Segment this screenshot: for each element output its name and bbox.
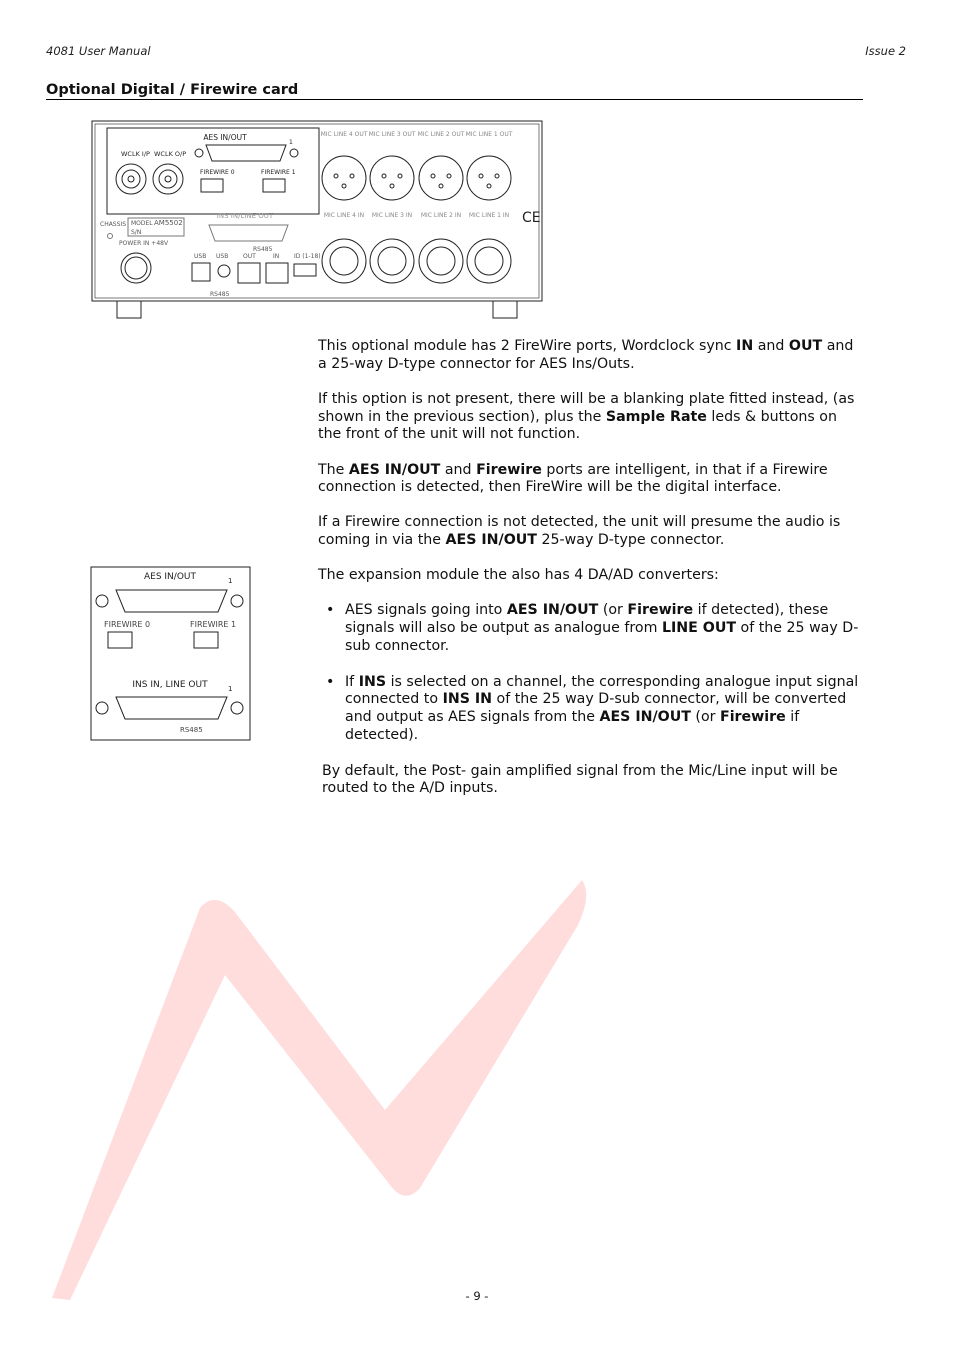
svg-text:MIC LINE 3 IN: MIC LINE 3 IN: [371, 212, 413, 219]
list-item: • AES signals going into AES IN/OUT (or Firewire if detected), these signals will also be output as analogue from LINE OUT of the 25 way D-sub connector.: [345, 602, 863, 655]
svg-text:S/N: S/N: [131, 229, 142, 236]
svg-text:FIREWIRE 0: FIREWIRE 0: [104, 620, 151, 629]
svg-text:OUT: OUT: [243, 253, 256, 260]
svg-text:FIREWIRE 0: FIREWIRE 0: [200, 169, 235, 176]
svg-text:USB: USB: [194, 253, 207, 260]
paragraph-3: The AES IN/OUT and Firewire ports are intelligent, in that if a Firewire connection is detected, then FireWire will be the digital interface.: [318, 461, 828, 496]
converter-list: [318, 602, 863, 744]
svg-text:1: 1: [289, 139, 293, 146]
svg-text:FIREWIRE 1: FIREWIRE 1: [190, 620, 237, 629]
header-doc-title: 4081 User Manual: [46, 44, 151, 58]
paragraph-5: The expansion module the also has 4 DA/AD converters:: [318, 567, 719, 584]
svg-text:1: 1: [228, 685, 233, 693]
svg-text:CHASSIS: CHASSIS: [100, 221, 127, 228]
section-title: Optional Digital / Firewire card: [46, 82, 863, 100]
svg-text:MIC LINE 1 OUT: MIC LINE 1 OUT: [465, 131, 513, 138]
svg-text:MIC LINE 2 OUT: MIC LINE 2 OUT: [417, 131, 465, 138]
svg-text:AM5502: AM5502: [154, 219, 183, 227]
paragraph-1: This optional module has 2 FireWire ports, Wordclock sync IN and OUT and a 25-way D-type connector for AES Ins/Outs.: [318, 338, 854, 372]
svg-text:RS485: RS485: [180, 726, 203, 734]
paragraph-4: If a Firewire connection is not detected, the unit will presume the audio is coming in via the AES IN/OUT 25-way D-type connector.: [318, 514, 841, 549]
svg-text:INS IN/LINE OUT: INS IN/LINE OUT: [216, 212, 274, 220]
svg-text:MIC LINE 1 IN: MIC LINE 1 IN: [468, 212, 510, 219]
svg-text:CE: CE: [522, 210, 541, 226]
svg-text:FIREWIRE 1: FIREWIRE 1: [261, 169, 296, 176]
body-text: [318, 338, 863, 816]
svg-text:USB: USB: [216, 253, 229, 260]
svg-text:INS IN, LINE OUT: INS IN, LINE OUT: [132, 680, 208, 690]
list-item: • If INS is selected on a channel, the corresponding analogue input signal connected to INS IN of the 25 way D-sub connector, will be converted and output as AES signals from the AES IN/OUT (or Firewire if detected).: [345, 674, 863, 745]
header-issue: Issue 2: [865, 44, 906, 58]
svg-text:1: 1: [228, 577, 233, 585]
paragraph-2: If this option is not present, there will be a blanking plate fitted instead, (as shown in the previous section), plus the Sample Rate leds & buttons on the front of the unit will not function.: [318, 390, 855, 443]
svg-text:RS485: RS485: [253, 246, 273, 253]
svg-text:AES IN/OUT: AES IN/OUT: [143, 572, 197, 582]
svg-text:MIC LINE 4 OUT: MIC LINE 4 OUT: [320, 131, 368, 138]
paragraph-6: By default, the Post- gain amplified signal from the Mic/Line input will be routed to the A/D inputs.: [322, 762, 838, 797]
svg-text:MODEL: MODEL: [131, 220, 153, 227]
svg-text:IN: IN: [273, 253, 280, 260]
svg-text:MIC LINE 4 IN: MIC LINE 4 IN: [323, 212, 365, 219]
svg-text:WCLK I/P: WCLK I/P: [121, 150, 150, 158]
card-closeup-figure: [90, 566, 252, 742]
svg-text:AES IN/OUT: AES IN/OUT: [203, 133, 247, 142]
page-number: - 9 -: [465, 1289, 489, 1303]
svg-text:MIC LINE 2 IN: MIC LINE 2 IN: [420, 212, 462, 219]
svg-text:RS485: RS485: [210, 291, 230, 298]
svg-text:POWER IN +48V: POWER IN +48V: [119, 240, 169, 247]
svg-text:ID (1-18): ID (1-18): [294, 253, 321, 260]
rear-panel-figure: [88, 118, 546, 323]
svg-text:WCLK O/P: WCLK O/P: [154, 150, 187, 158]
svg-text:MIC LINE 3 OUT: MIC LINE 3 OUT: [368, 131, 416, 138]
